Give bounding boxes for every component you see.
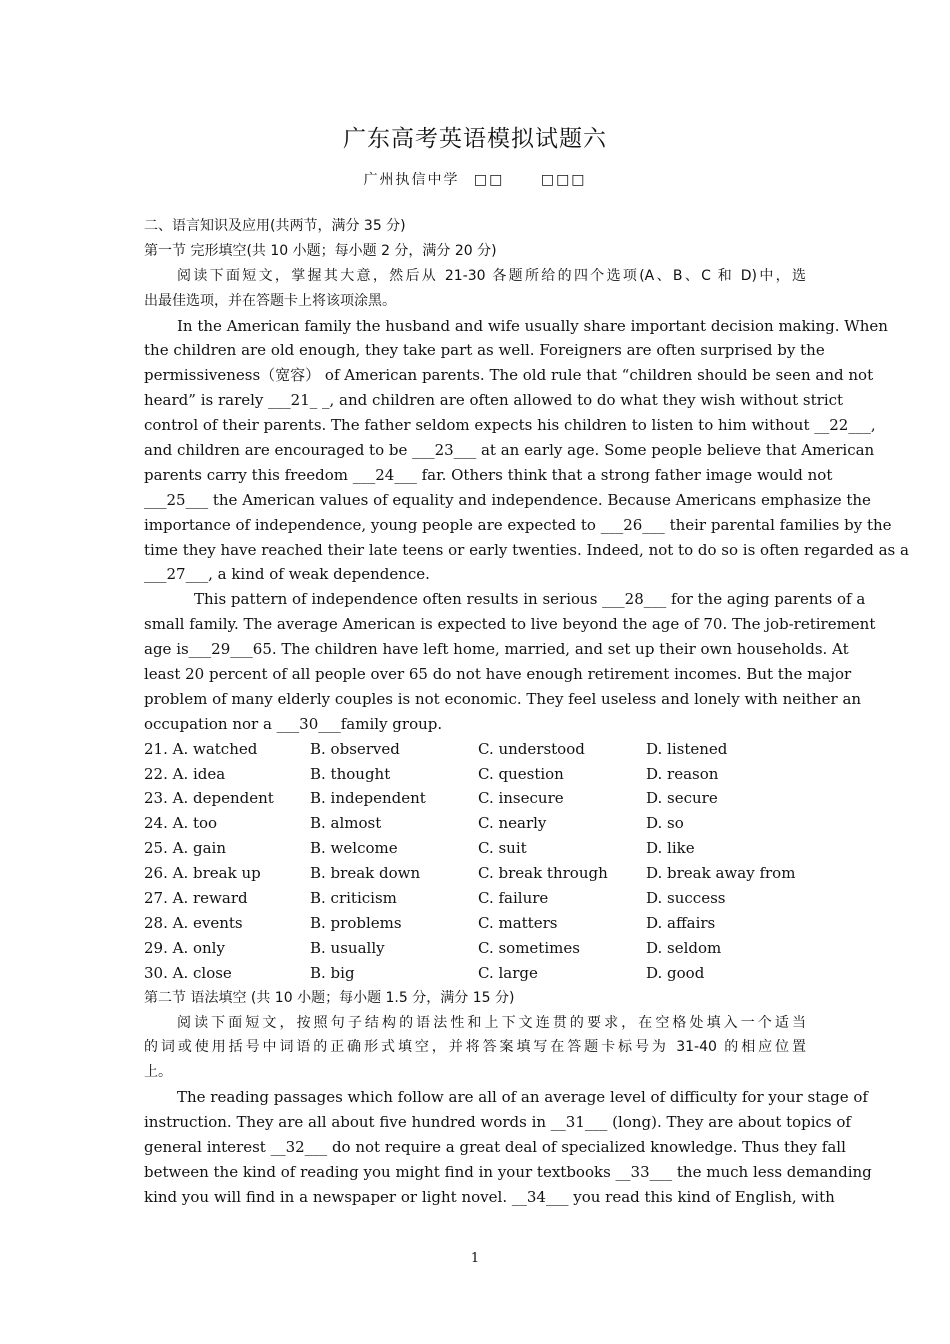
option-row xyxy=(144,737,806,762)
passage-line: permissiveness（宽容） of American parents. The old rule that “children should be seen and not xyxy=(144,366,874,385)
options-list xyxy=(144,737,806,986)
page-title: 广东高考英语模拟试题六 xyxy=(343,126,607,152)
passage-line: age is___29___65. The children have left home, married, and set up their own households. At xyxy=(144,640,849,659)
part1-instruction: 阅读下面短文，掌握其大意，然后从 21-30 各题所给的四个选项(A、B、C 和 D)中，选 xyxy=(177,267,806,284)
option-a: 22. A. idea xyxy=(144,764,226,783)
option-c: C. large xyxy=(478,963,538,982)
option-d: D. success xyxy=(646,889,726,908)
passage-line: importance of independence, young people are expected to ___26___ their parental families by the xyxy=(144,515,892,534)
option-c: C. suit xyxy=(478,839,527,858)
option-c: C. insecure xyxy=(478,789,564,808)
passage-line: heard” is rarely ___21_ _, and children are often allowed to do what they wish without strict xyxy=(144,391,844,410)
option-row xyxy=(144,886,806,911)
option-b: B. problems xyxy=(310,913,402,932)
section-heading: 二、语言知识及应用(共两节，满分 35 分) xyxy=(144,218,406,234)
passage-line: time they have reached their late teens or early twenties. Indeed, not to do so is often regarded as a xyxy=(144,540,909,559)
option-d: D. reason xyxy=(646,764,719,783)
option-b: B. big xyxy=(310,963,355,982)
option-c: C. break through xyxy=(478,864,608,883)
option-a: 24. A. too xyxy=(144,814,218,833)
option-d: D. listened xyxy=(646,739,728,758)
option-b: B. usually xyxy=(310,938,385,957)
option-c: C. matters xyxy=(478,913,558,932)
option-b: B. independent xyxy=(310,789,426,808)
option-row xyxy=(144,786,806,811)
option-c: C. question xyxy=(478,764,564,783)
option-c: C. understood xyxy=(478,739,585,758)
option-b: B. observed xyxy=(310,739,400,758)
option-b: B. criticism xyxy=(310,889,397,908)
option-d: D. good xyxy=(646,963,705,982)
option-a: 25. A. gain xyxy=(144,839,226,858)
page-number: 1 xyxy=(470,1251,480,1266)
part2-heading: 第二节 语法填空 (共 10 小题；每小题 1.5 分，满分 15 分) xyxy=(144,989,515,1006)
option-row xyxy=(144,762,806,787)
option-d: D. secure xyxy=(646,789,718,808)
option-row xyxy=(144,936,806,961)
option-d: D. affairs xyxy=(646,913,716,932)
option-c: C. nearly xyxy=(478,814,547,833)
option-row xyxy=(144,911,806,936)
option-d: D. like xyxy=(646,839,695,858)
passage-line: the children are old enough, they take part as well. Foreigners are often surprised by the xyxy=(144,341,825,360)
option-row xyxy=(144,861,806,886)
option-d: D. seldom xyxy=(646,938,722,957)
grammar-passage xyxy=(144,1085,872,1209)
passage-line: kind you will find in a newspaper or light novel. __34___ you read this kind of English, with xyxy=(144,1187,835,1206)
option-a: 23. A. dependent xyxy=(144,789,274,808)
part2-instruction: 的词或使用括号中词语的正确形式填空，并将答案填写在答题卡标号为 31-40 的相应位置 xyxy=(144,1039,806,1056)
option-b: B. almost xyxy=(310,814,382,833)
author-name-a: □□ xyxy=(473,172,505,188)
option-a: 28. A. events xyxy=(144,913,243,932)
part1-instruction: 出最佳选项，并在答题卡上将该项涂黑。 xyxy=(144,292,396,309)
option-a: 30. A. close xyxy=(144,963,232,982)
option-row xyxy=(144,836,806,861)
passage-line: instruction. They are all about five hundred words in __31___ (long). They are about topics of xyxy=(144,1113,851,1132)
option-a: 21. A. watched xyxy=(144,739,258,758)
cloze-passage xyxy=(144,314,909,737)
passage-line: control of their parents. The father seldom expects his children to listen to him without __22___, xyxy=(144,416,876,435)
passage-line: least 20 percent of all people over 65 do not have enough retirement incomes. But the major xyxy=(144,665,852,684)
passage-line: parents carry this freedom ___24___ far. Others think that a strong father image would not xyxy=(144,465,833,484)
option-row xyxy=(144,811,806,836)
document-body xyxy=(144,214,909,1210)
option-a: 27. A. reward xyxy=(144,889,248,908)
passage-line: general interest __32___ do not require a great deal of specialized knowledge. Thus they fall xyxy=(144,1137,846,1156)
option-b: B. break down xyxy=(310,864,421,883)
passage-line: ___27___, a kind of weak dependence. xyxy=(144,565,430,584)
passage-line: This pattern of independence often results in serious ___28___ for the aging parents of a xyxy=(194,590,866,609)
part2-instruction: 上。 xyxy=(144,1064,172,1081)
option-c: C. sometimes xyxy=(478,938,580,957)
option-a: 29. A. only xyxy=(144,938,225,957)
option-b: B. thought xyxy=(310,764,391,783)
option-b: B. welcome xyxy=(310,839,398,858)
passage-line: ___25___ the American values of equality and independence. Because Americans emphasize the xyxy=(144,490,871,509)
passage-line: occupation nor a ___30___family group. xyxy=(144,714,443,733)
option-c: C. failure xyxy=(478,889,549,908)
option-row xyxy=(144,961,806,986)
school-name: 广州执信中学 xyxy=(363,172,460,188)
author-name-b: □□□ xyxy=(540,172,587,188)
part1-heading: 第一节 完形填空(共 10 小题；每小题 2 分，满分 20 分) xyxy=(144,242,497,259)
author-line xyxy=(0,169,950,189)
part2-instruction: 阅读下面短文，按照句子结构的语法性和上下文连贯的要求，在空格处填入一个适当 xyxy=(177,1014,806,1031)
passage-line: small family. The average American is expected to live beyond the age of 70. The job-retirement xyxy=(144,615,876,634)
passage-line: problem of many elderly couples is not economic. They feel useless and lonely with neither an xyxy=(144,689,862,708)
option-a: 26. A. break up xyxy=(144,864,261,883)
option-d: D. break away from xyxy=(646,864,796,883)
option-d: D. so xyxy=(646,814,684,833)
passage-line: The reading passages which follow are all of an average level of difficulty for your stage of xyxy=(177,1088,868,1107)
passage-line: between the kind of reading you might find in your textbooks __33___ the much less demanding xyxy=(144,1162,872,1181)
passage-line: and children are encouraged to be ___23___ at an early age. Some people believe that American xyxy=(144,441,875,460)
passage-line: In the American family the husband and wife usually share important decision making. When xyxy=(177,316,888,335)
